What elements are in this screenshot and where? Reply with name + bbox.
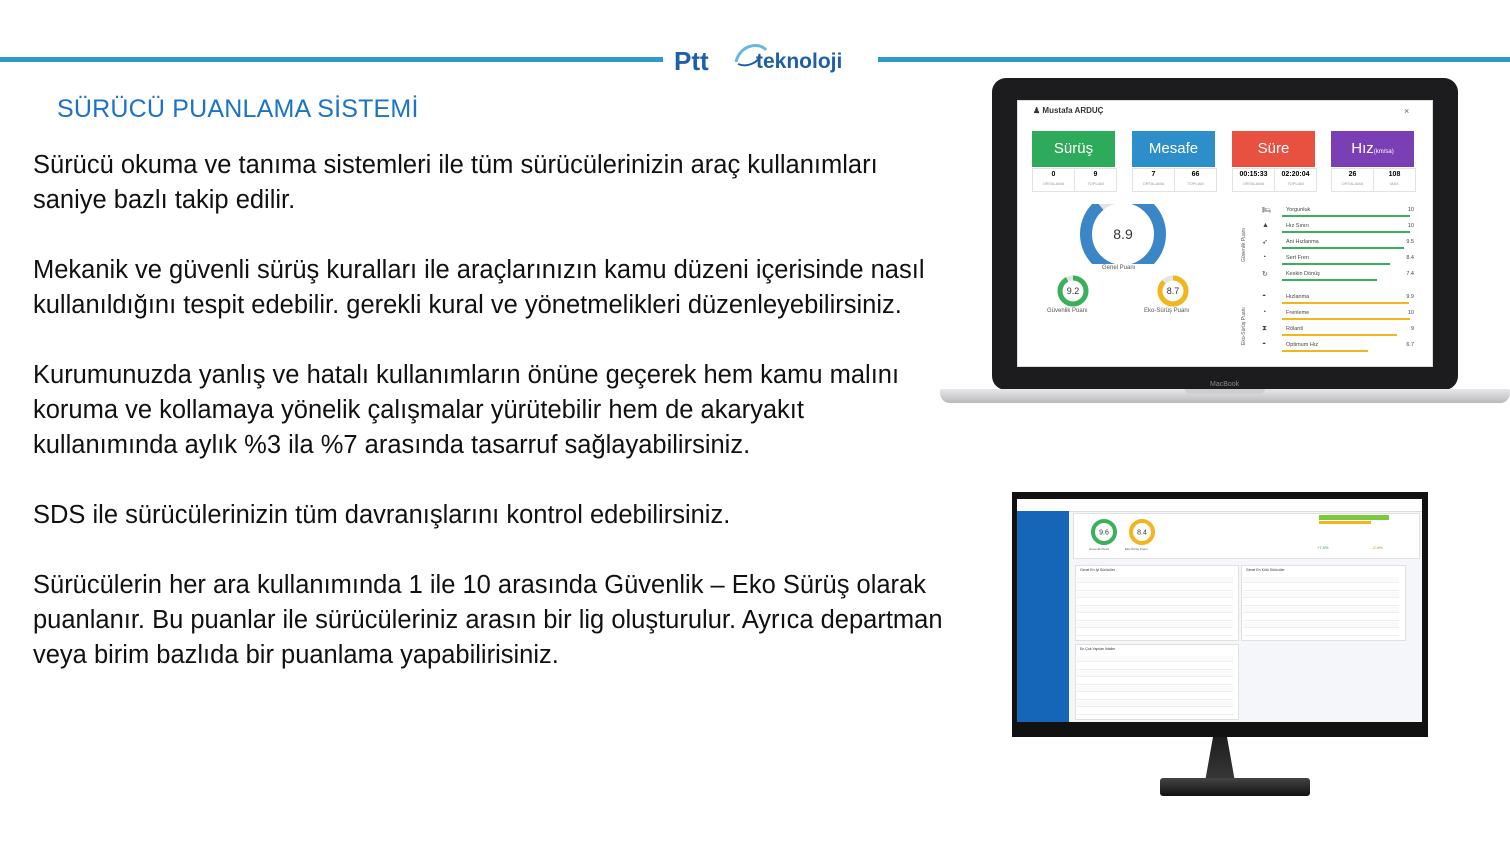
- score-row-bar: [1282, 215, 1410, 217]
- table-row: [1077, 679, 1233, 685]
- metric-caption: ORTALAMA: [1341, 181, 1364, 186]
- table-row: [1077, 701, 1233, 707]
- monitor-screen: [1017, 499, 1422, 722]
- score-row: [1262, 237, 1414, 250]
- score-row-value: 7.4: [1406, 271, 1414, 277]
- score-row: [1262, 221, 1414, 234]
- metric-stats: [1232, 168, 1317, 192]
- score-row-bar: [1282, 279, 1377, 281]
- safety-score-gauge: [1048, 274, 1098, 308]
- metric-avg: [1332, 169, 1374, 191]
- score-row-value: 8.4: [1406, 255, 1414, 261]
- eco-score-gauge: [1148, 274, 1198, 308]
- gauge-value: 9.2: [1066, 286, 1080, 297]
- score-row: [1262, 292, 1414, 305]
- monitor-stat-a: +7.5%: [1317, 545, 1329, 550]
- eco-score-label: Eko-Sürüş Puanı: [1144, 308, 1190, 314]
- table-row: [1243, 585, 1399, 591]
- score-row-bar: [1282, 231, 1410, 233]
- safety-score-label: Güvenlik Puanı: [1047, 308, 1088, 314]
- score-row-value: 9: [1410, 326, 1414, 332]
- monitor-eco-label: Eko-Sürüş Puanı: [1125, 547, 1148, 551]
- table-row: [1243, 622, 1399, 628]
- table-row: [1077, 694, 1233, 700]
- metric-stats: [1132, 168, 1217, 192]
- table-row: [1077, 577, 1233, 583]
- metric-total: [1275, 169, 1316, 191]
- monitor-panel-title: Genel En İyi Sürücüler: [1080, 568, 1116, 572]
- monitor-yellow-bar: [1319, 521, 1371, 524]
- metric-value: 26: [1348, 171, 1357, 178]
- paragraph: Sürücü okuma ve tanıma sistemleri ile tüm sürücülerinizin araç kullanımları saniye bazlı takip edilir.: [33, 151, 878, 214]
- table-row: [1077, 630, 1233, 636]
- score-row-label: Optimum Hız: [1286, 342, 1319, 348]
- laptop-base: [940, 389, 1510, 403]
- monitor-panel-title: En Çok Yapılan İhlaller: [1080, 647, 1116, 651]
- table-row: [1243, 592, 1399, 598]
- metric-caption: MAX: [1390, 181, 1399, 186]
- header-rule-right: [878, 57, 1510, 62]
- logo-teknoloji-text: teknoloji: [756, 50, 843, 73]
- user-icon: ♟: [1033, 106, 1041, 115]
- table-row: [1077, 592, 1233, 598]
- rocket-icon: ➶: [1262, 239, 1268, 246]
- general-score-gauge: [1077, 204, 1169, 264]
- monitor-foot: [1160, 778, 1310, 796]
- turn-icon: ↻: [1262, 271, 1268, 278]
- score-row: [1262, 269, 1414, 282]
- eco-side-label: Eko-Sürüş Puanı: [1241, 307, 1247, 345]
- table-row: [1243, 577, 1399, 583]
- metric-value: 0: [1051, 171, 1056, 178]
- metric-total: [1374, 169, 1415, 191]
- score-row-label: Hız Sınırı: [1286, 223, 1309, 229]
- body-text: [33, 148, 948, 673]
- paragraph: Mekanik ve güvenli sürüş kuralları ile araçlarınızın kamu düzeni içerisinde nasıl kullanıldığını tespit edebilir. gerekli kural ve yönetmelikleri düzenleyebilirsiniz.: [33, 256, 925, 319]
- brake-icon: ◔: [1262, 309, 1267, 316]
- table-row: [1243, 607, 1399, 613]
- score-row: [1262, 308, 1414, 321]
- metric-avg: [1233, 169, 1275, 191]
- table-row: [1077, 664, 1233, 670]
- metric-value: 9: [1093, 171, 1098, 178]
- score-row: [1262, 324, 1414, 337]
- score-row-bar: [1282, 247, 1404, 249]
- ptt-teknoloji-logo: [672, 40, 862, 80]
- metric-caption: ORTALAMA: [1242, 181, 1265, 186]
- metric-value: 66: [1191, 171, 1200, 178]
- metric-card[interactable]: [1331, 131, 1414, 167]
- table-row: [1077, 615, 1233, 621]
- metric-value: 00:15:33: [1239, 171, 1268, 178]
- table-row: [1077, 607, 1233, 613]
- gauge-value: 8.7: [1166, 286, 1180, 297]
- paragraph: Kurumunuzda yanlış ve hatalı kullanımların önüne geçerek hem kamu malını koruma ve kollamaya yönelik çalışmalar yürütebilir hem de akaryakıt kullanımında aylık %3 ila %7 arasında tasarruf sağlayabilirsiniz.: [33, 361, 900, 459]
- metric-total: [1075, 169, 1116, 191]
- score-row-bar: [1282, 263, 1390, 265]
- score-row: [1262, 205, 1414, 218]
- table-row: [1243, 600, 1399, 606]
- warning-icon: ▲: [1262, 222, 1269, 229]
- monitor-green-bar: [1319, 515, 1389, 520]
- metric-avg: [1033, 169, 1075, 191]
- paragraph: Sürücülerin her ara kullanımında 1 ile 10 arasında Güvenlik – Eko Sürüş olarak puanlanır. Bu puanlar ile sürücüleriniz arasın bir lig oluşturulur. Ayrıca departman veya birim bazlıda bir puanlama yapabilirisiniz.: [33, 571, 943, 669]
- svg-text:8.4: 8.4: [1137, 529, 1147, 537]
- score-row-value: 9.9: [1406, 294, 1414, 300]
- monitor-safety-gauge: [1089, 517, 1119, 547]
- monitor-safety-label: Güvenlik Puanı: [1089, 547, 1110, 551]
- laptop-notch: [1185, 389, 1265, 394]
- score-row-label: Frenleme: [1286, 310, 1310, 316]
- monitor-panel-title: Genel En Kötü Sürücüler: [1246, 568, 1285, 572]
- score-row-label: Rölanti: [1286, 326, 1304, 332]
- brake-icon: ◔: [1262, 254, 1267, 261]
- metric-card-label: Mesafe: [1148, 140, 1199, 157]
- metric-card-unit: (km/sa): [1373, 149, 1394, 155]
- close-icon[interactable]: ×: [1404, 106, 1410, 116]
- header-rule-left: [0, 57, 663, 62]
- bed-icon: 🛏: [1262, 207, 1271, 214]
- metric-card-label: Süre: [1257, 140, 1290, 157]
- score-row-value: 10: [1407, 223, 1414, 229]
- score-row-label: Hızlanma: [1286, 294, 1310, 300]
- safety-side-label: Güvenlik Puanı: [1241, 228, 1247, 262]
- metric-card[interactable]: [1132, 131, 1215, 167]
- score-row-bar: [1282, 334, 1397, 336]
- table-row: [1243, 615, 1399, 621]
- table-row: [1077, 656, 1233, 662]
- metric-stats: [1331, 168, 1416, 192]
- score-row-label: Keskin Dönüş: [1286, 271, 1320, 277]
- score-row-label: Sert Fren: [1286, 255, 1309, 261]
- driver-header: [1033, 106, 1103, 115]
- table-row: [1077, 600, 1233, 606]
- score-row-bar: [1282, 350, 1368, 352]
- metric-caption: TOPLAM: [1287, 181, 1304, 186]
- metric-caption: TOPLAM: [1087, 181, 1104, 186]
- paragraph: SDS ile sürücülerinizin tüm davranışlarını kontrol edebilirsiniz.: [33, 501, 731, 529]
- score-row: [1262, 340, 1414, 353]
- score-row-label: Ani Hızlanma: [1286, 239, 1319, 245]
- gauge-value: 8.9: [1113, 225, 1133, 242]
- page-title: SÜRÜCÜ PUANLAMA SİSTEMİ: [57, 95, 419, 123]
- table-row: [1077, 585, 1233, 591]
- monitor-stand: [1185, 737, 1255, 784]
- score-row-label: Yorgunluk: [1286, 207, 1311, 213]
- hourglass-icon: ⧗: [1262, 325, 1267, 332]
- metric-caption: TOPLAM: [1187, 181, 1204, 186]
- score-row-value: 6.7: [1406, 342, 1414, 348]
- laptop-brand: MacBook: [1210, 381, 1240, 388]
- table-row: [1243, 630, 1399, 636]
- metric-card-label: Sürüş: [1053, 140, 1094, 157]
- metric-caption: ORTALAMA: [1042, 181, 1065, 186]
- logo-ptt-text: Ptt: [674, 46, 709, 76]
- score-row-value: 10: [1407, 310, 1414, 316]
- metric-card-label: Hız: [1351, 140, 1374, 157]
- metric-caption: ORTALAMA: [1142, 181, 1165, 186]
- score-row-value: 10: [1407, 207, 1414, 213]
- table-row: [1077, 671, 1233, 677]
- general-score-label: Genel Puanı: [1102, 265, 1136, 271]
- metric-card[interactable]: [1232, 131, 1315, 167]
- metric-value: 02:20:04: [1281, 171, 1310, 178]
- table-row: [1077, 622, 1233, 628]
- driver-name: Mustafa ARDUÇ: [1042, 106, 1104, 115]
- metric-stats: [1032, 168, 1117, 192]
- monitor-eco-gauge: [1127, 517, 1157, 547]
- monitor-app-sidebar: [1017, 511, 1069, 722]
- metric-value: 108: [1388, 171, 1401, 178]
- monitor-stat-b: -2.4%: [1372, 545, 1383, 550]
- svg-text:9.6: 9.6: [1099, 529, 1109, 537]
- score-row: [1262, 253, 1414, 266]
- metric-card[interactable]: [1032, 131, 1115, 167]
- metric-total: [1175, 169, 1216, 191]
- table-row: [1077, 686, 1233, 692]
- monitor-app-topbar: [1017, 499, 1422, 512]
- gauge-icon: ◓: [1262, 341, 1267, 348]
- speedometer-icon: ◓: [1262, 293, 1267, 300]
- metric-value: 7: [1151, 171, 1156, 178]
- score-row-value: 9.5: [1406, 239, 1414, 245]
- score-row-bar: [1282, 318, 1410, 320]
- score-row-bar: [1282, 302, 1409, 304]
- metric-avg: [1133, 169, 1175, 191]
- table-row: [1077, 709, 1233, 715]
